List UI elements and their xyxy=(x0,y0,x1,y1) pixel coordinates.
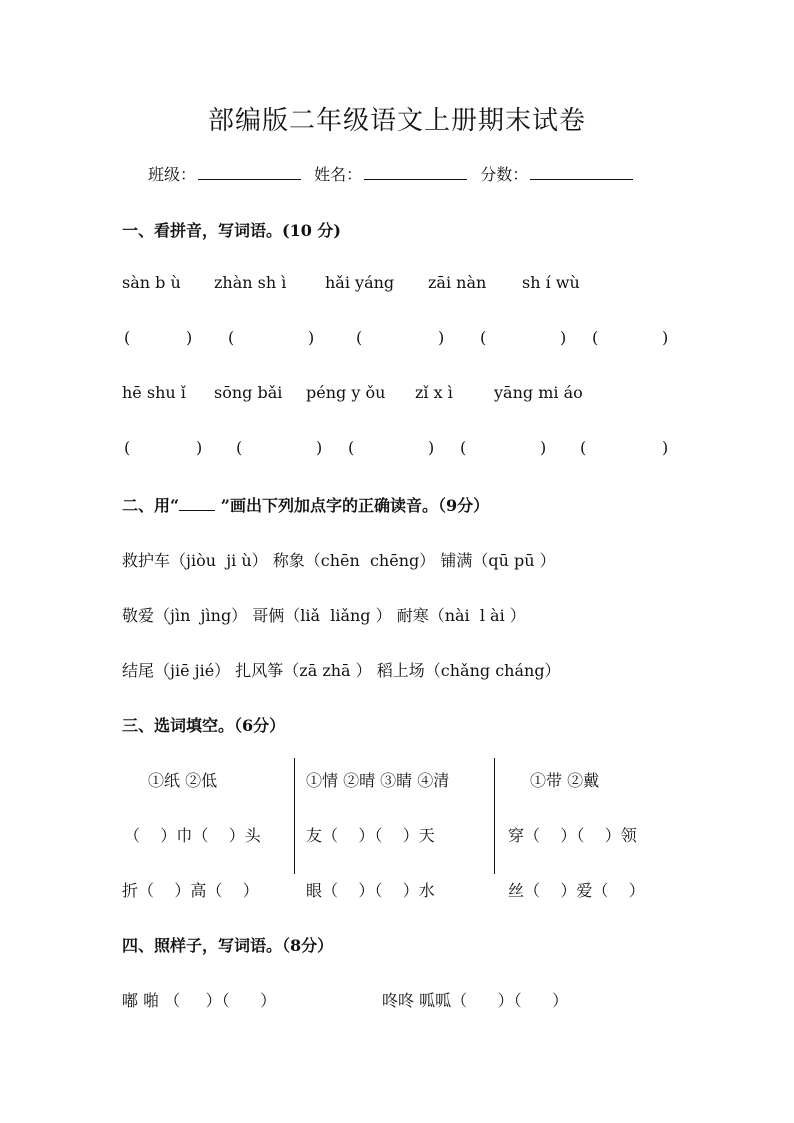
fill-item: 穿（ ）（ ）领 xyxy=(508,826,637,845)
answer-paren-close: ) xyxy=(186,328,193,347)
column-divider-2 xyxy=(494,758,495,874)
answer-paren-close: ) xyxy=(428,438,435,457)
section-3-heading: 三、选词填空。（6分） xyxy=(122,716,286,735)
example-line-left: 嘟 啪 （ ）（ ） xyxy=(122,991,277,1010)
answer-paren-open: ( xyxy=(480,328,487,347)
fill-item: （ ）巾（ ）头 xyxy=(124,826,261,845)
example-line-right: 咚咚 呱呱（ ）（ ） xyxy=(382,991,569,1010)
pinyin-item: zǐ x ì xyxy=(415,383,453,402)
reading-line-1: 救护车（jiòu ji ù） 称象（chēn chēng） 铺满（qū pū ） xyxy=(122,551,556,570)
answer-paren-close: ) xyxy=(560,328,567,347)
answer-paren-close: ) xyxy=(540,438,547,457)
section-1-heading: 一、看拼音，写词语。(10 分) xyxy=(122,221,341,240)
option-group-2: ①情 ②晴 ③睛 ④清 xyxy=(306,771,450,790)
option-group-1: ①纸 ②低 xyxy=(148,771,218,790)
pinyin-item: zhàn sh ì xyxy=(214,273,287,292)
pinyin-item: yāng mi áo xyxy=(494,383,583,402)
class-blank[interactable] xyxy=(198,165,301,180)
name-label: 姓名： xyxy=(314,165,363,184)
section-2-heading-pre: 二、用“ xyxy=(122,496,180,515)
fill-item: 折（ ）高（ ） xyxy=(122,881,259,900)
answer-paren-close: ) xyxy=(662,328,669,347)
answer-paren-open: ( xyxy=(348,438,355,457)
fill-item: 眼（ ）（ ）水 xyxy=(306,881,435,900)
reading-line-2: 敬爱（jìn jìng） 哥俩（liǎ liǎng ） 耐寒（nài l ài ） xyxy=(122,606,526,625)
student-info-line xyxy=(148,162,641,185)
answer-paren-close: ) xyxy=(316,438,323,457)
name-blank[interactable] xyxy=(364,165,467,180)
answer-paren-close: ) xyxy=(438,328,445,347)
answer-paren-close: ) xyxy=(662,438,669,457)
pinyin-item: sàn b ù xyxy=(122,273,181,292)
answer-paren-open: ( xyxy=(580,438,587,457)
pinyin-item: sh í wù xyxy=(522,273,580,292)
pinyin-item: hē shu ǐ xyxy=(122,383,186,402)
fill-item: 丝（ ）爱（ ） xyxy=(508,881,645,900)
answer-paren-open: ( xyxy=(124,328,131,347)
answer-paren-open: ( xyxy=(236,438,243,457)
score-blank[interactable] xyxy=(530,165,633,180)
class-label: 班级： xyxy=(148,165,197,184)
option-group-3: ①带 ②戴 xyxy=(530,771,600,790)
answer-paren-open: ( xyxy=(460,438,467,457)
pinyin-item: hǎi yáng xyxy=(325,273,395,292)
fill-item: 友（ ）（ ）天 xyxy=(306,826,435,845)
pinyin-item: péng y ǒu xyxy=(306,383,386,402)
answer-paren-open: ( xyxy=(592,328,599,347)
answer-paren-close: ) xyxy=(196,438,203,457)
reading-line-3: 结尾（jiē jié） 扎风筝（zā zhā ） 稻上场（chǎng cháng） xyxy=(122,661,561,680)
pinyin-item: zāi nàn xyxy=(428,273,487,292)
column-divider-1 xyxy=(294,758,295,874)
score-label: 分数： xyxy=(480,165,529,184)
pinyin-item: sōng bǎi xyxy=(214,383,283,402)
answer-paren-close: ) xyxy=(308,328,315,347)
underline-sample xyxy=(179,498,215,511)
section-4-heading: 四、照样子，写词语。（8分） xyxy=(122,936,334,955)
section-2-heading-post: ”画出下列加点字的正确读音。（9分） xyxy=(215,496,490,515)
section-2-heading xyxy=(122,493,489,516)
page-title: 部编版二年级语文上册期末试卷 xyxy=(207,106,586,136)
answer-paren-open: ( xyxy=(356,328,363,347)
answer-paren-open: ( xyxy=(228,328,235,347)
answer-paren-open: ( xyxy=(124,438,131,457)
